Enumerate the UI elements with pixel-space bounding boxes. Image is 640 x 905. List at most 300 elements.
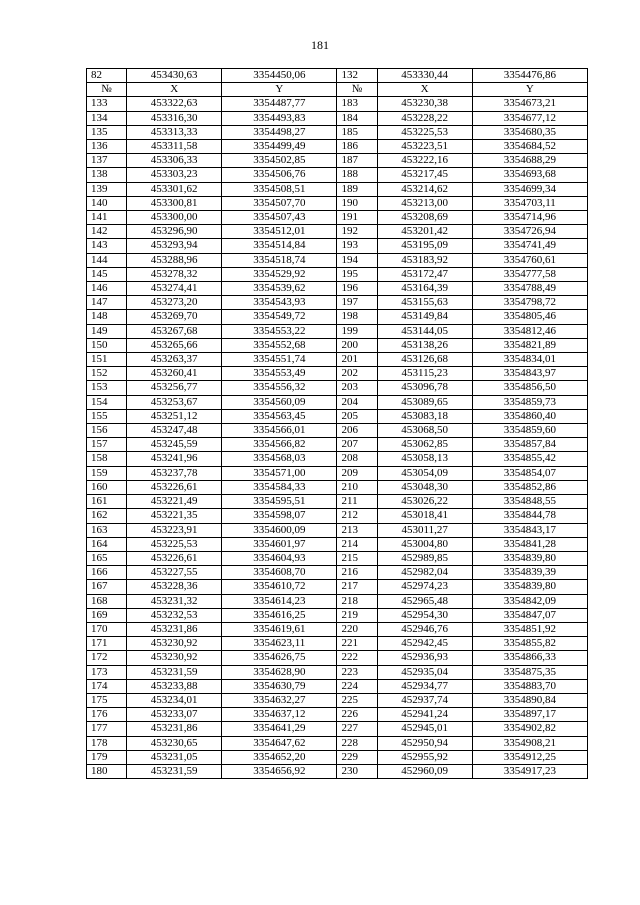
cell-y: 3354552,68 (222, 338, 337, 352)
cell-x: 453233,07 (127, 708, 222, 722)
table-row (87, 239, 588, 253)
cell-y: 3354506,76 (222, 168, 337, 182)
cell-y: 3354684,52 (472, 140, 587, 154)
cell-y: 3354539,62 (222, 282, 337, 296)
cell-number: 212 (337, 509, 377, 523)
cell-x: 452934,77 (377, 679, 472, 693)
cell-y: 3354788,49 (472, 282, 587, 296)
cell-x: 452989,85 (377, 551, 472, 565)
cell-x: 453273,20 (127, 296, 222, 310)
table-row (87, 651, 588, 665)
cell-y: 3354502,85 (222, 154, 337, 168)
cell-number: 165 (87, 551, 127, 565)
cell-number: 204 (337, 395, 377, 409)
table-row (87, 750, 588, 764)
cell-number: 227 (337, 722, 377, 736)
cell-number: 158 (87, 452, 127, 466)
cell-x: 453222,16 (377, 154, 472, 168)
cell-y: 3354507,43 (222, 211, 337, 225)
cell-y: 3354571,00 (222, 466, 337, 480)
cell-x: 453004,80 (377, 537, 472, 551)
table-row (87, 736, 588, 750)
header-y: Y (472, 83, 587, 97)
cell-number: 229 (337, 750, 377, 764)
cell-number: 214 (337, 537, 377, 551)
table-row (87, 608, 588, 622)
cell-number: 171 (87, 637, 127, 651)
cell-y: 3354857,84 (472, 438, 587, 452)
cell-number: 198 (337, 310, 377, 324)
cell-number: 184 (337, 111, 377, 125)
table-row (87, 594, 588, 608)
cell-number: 217 (337, 580, 377, 594)
cell-y: 3354854,07 (472, 466, 587, 480)
cell-y: 3354805,46 (472, 310, 587, 324)
table-row (87, 424, 588, 438)
cell-x: 452941,24 (377, 708, 472, 722)
cell-y: 3354551,74 (222, 353, 337, 367)
table-row (87, 679, 588, 693)
cell-number: 172 (87, 651, 127, 665)
cell-x: 452982,04 (377, 566, 472, 580)
cell-number: 151 (87, 353, 127, 367)
cell-x: 453230,92 (127, 637, 222, 651)
cell-number: 207 (337, 438, 377, 452)
table-row (87, 693, 588, 707)
cell-number: 154 (87, 395, 127, 409)
cell-y: 3354610,72 (222, 580, 337, 594)
cell-x: 453300,00 (127, 211, 222, 225)
cell-x: 453296,90 (127, 225, 222, 239)
cell-y: 3354553,22 (222, 324, 337, 338)
cell-number: 230 (337, 764, 377, 778)
cell-y: 3354626,75 (222, 651, 337, 665)
cell-number: 180 (87, 764, 127, 778)
cell-y: 3354844,78 (472, 509, 587, 523)
cell-y: 3354498,27 (222, 125, 337, 139)
cell-y: 3354693,68 (472, 168, 587, 182)
cell-x: 453089,65 (377, 395, 472, 409)
cell-number: 218 (337, 594, 377, 608)
table-row (87, 353, 588, 367)
cell-y: 3354595,51 (222, 495, 337, 509)
table-row (87, 211, 588, 225)
cell-number: 140 (87, 196, 127, 210)
cell-y: 3354798,72 (472, 296, 587, 310)
cell-x: 453227,55 (127, 566, 222, 580)
cell-number: 173 (87, 665, 127, 679)
cell-number: 153 (87, 381, 127, 395)
cell-y: 3354812,46 (472, 324, 587, 338)
cell-x: 453223,91 (127, 523, 222, 537)
coordinates-table (86, 68, 588, 779)
table-row (87, 111, 588, 125)
cell-x: 453247,48 (127, 424, 222, 438)
cell-y: 3354476,86 (472, 69, 587, 83)
cell-y: 3354912,25 (472, 750, 587, 764)
cell-y: 3354714,96 (472, 211, 587, 225)
table-row (87, 722, 588, 736)
cell-x: 453288,96 (127, 253, 222, 267)
cell-number: 138 (87, 168, 127, 182)
table-row (87, 196, 588, 210)
cell-number: 156 (87, 424, 127, 438)
cell-number: 132 (337, 69, 377, 83)
cell-number: 187 (337, 154, 377, 168)
cell-x: 453230,38 (377, 97, 472, 111)
cell-x: 453313,33 (127, 125, 222, 139)
cell-number: 169 (87, 608, 127, 622)
cell-number: 228 (337, 736, 377, 750)
cell-number: 208 (337, 452, 377, 466)
cell-x: 453256,77 (127, 381, 222, 395)
cell-number: 186 (337, 140, 377, 154)
cell-number: 168 (87, 594, 127, 608)
cell-y: 3354890,84 (472, 693, 587, 707)
cell-number: 202 (337, 367, 377, 381)
cell-number: 190 (337, 196, 377, 210)
cell-number: 160 (87, 480, 127, 494)
cell-y: 3354680,35 (472, 125, 587, 139)
cell-y: 3354856,50 (472, 381, 587, 395)
header-number: № (87, 83, 127, 97)
cell-y: 3354860,40 (472, 409, 587, 423)
table-row (87, 395, 588, 409)
cell-x: 453228,22 (377, 111, 472, 125)
cell-x: 453226,61 (127, 551, 222, 565)
cell-number: 224 (337, 679, 377, 693)
table-row (87, 381, 588, 395)
cell-x: 453155,63 (377, 296, 472, 310)
cell-number: 189 (337, 182, 377, 196)
table-row (87, 452, 588, 466)
cell-number: 183 (337, 97, 377, 111)
cell-y: 3354852,86 (472, 480, 587, 494)
cell-x: 453225,53 (377, 125, 472, 139)
cell-number: 209 (337, 466, 377, 480)
cell-number: 211 (337, 495, 377, 509)
table-row (87, 438, 588, 452)
cell-y: 3354843,97 (472, 367, 587, 381)
cell-x: 453054,09 (377, 466, 472, 480)
cell-x: 453267,68 (127, 324, 222, 338)
cell-y: 3354641,29 (222, 722, 337, 736)
table-row (87, 367, 588, 381)
cell-x: 453138,26 (377, 338, 472, 352)
cell-number: 193 (337, 239, 377, 253)
cell-y: 3354499,49 (222, 140, 337, 154)
cell-y: 3354688,29 (472, 154, 587, 168)
cell-x: 453306,33 (127, 154, 222, 168)
cell-y: 3354677,12 (472, 111, 587, 125)
table-row (87, 140, 588, 154)
table-row (87, 637, 588, 651)
cell-number: 205 (337, 409, 377, 423)
cell-y: 3354493,83 (222, 111, 337, 125)
cell-y: 3354518,74 (222, 253, 337, 267)
table-row (87, 523, 588, 537)
cell-y: 3354600,09 (222, 523, 337, 537)
cell-y: 3354514,84 (222, 239, 337, 253)
table-row (87, 225, 588, 239)
cell-y: 3354855,82 (472, 637, 587, 651)
cell-number: 221 (337, 637, 377, 651)
cell-x: 453183,92 (377, 253, 472, 267)
table-row (87, 764, 588, 778)
cell-number: 149 (87, 324, 127, 338)
cell-number: 178 (87, 736, 127, 750)
cell-x: 453058,13 (377, 452, 472, 466)
cell-y: 3354821,89 (472, 338, 587, 352)
cell-y: 3354450,06 (222, 69, 337, 83)
cell-y: 3354847,07 (472, 608, 587, 622)
table-row (87, 466, 588, 480)
cell-x: 453231,86 (127, 722, 222, 736)
cell-y: 3354584,33 (222, 480, 337, 494)
table-row (87, 409, 588, 423)
cell-number: 137 (87, 154, 127, 168)
cell-number: 161 (87, 495, 127, 509)
cell-number: 144 (87, 253, 127, 267)
cell-number: 194 (337, 253, 377, 267)
cell-y: 3354637,12 (222, 708, 337, 722)
cell-number: 167 (87, 580, 127, 594)
cell-x: 453253,67 (127, 395, 222, 409)
cell-y: 3354902,82 (472, 722, 587, 736)
cell-x: 453330,44 (377, 69, 472, 83)
cell-x: 453260,41 (127, 367, 222, 381)
cell-y: 3354703,11 (472, 196, 587, 210)
cell-x: 453048,30 (377, 480, 472, 494)
cell-x: 453231,32 (127, 594, 222, 608)
cell-y: 3354897,17 (472, 708, 587, 722)
header-x: X (377, 83, 472, 97)
cell-y: 3354855,42 (472, 452, 587, 466)
cell-y: 3354529,92 (222, 267, 337, 281)
table-row (87, 338, 588, 352)
cell-y: 3354843,17 (472, 523, 587, 537)
cell-x: 453230,65 (127, 736, 222, 750)
cell-x: 453223,51 (377, 140, 472, 154)
cell-number: 143 (87, 239, 127, 253)
cell-y: 3354549,72 (222, 310, 337, 324)
table-row (87, 182, 588, 196)
cell-x: 453068,50 (377, 424, 472, 438)
cell-number: 197 (337, 296, 377, 310)
header-y: Y (222, 83, 337, 97)
cell-y: 3354619,61 (222, 622, 337, 636)
cell-y: 3354601,97 (222, 537, 337, 551)
table-row (87, 282, 588, 296)
cell-x: 453230,92 (127, 651, 222, 665)
cell-y: 3354917,23 (472, 764, 587, 778)
cell-number: 150 (87, 338, 127, 352)
cell-number: 135 (87, 125, 127, 139)
cell-number: 162 (87, 509, 127, 523)
cell-x: 453115,23 (377, 367, 472, 381)
cell-number: 216 (337, 566, 377, 580)
cell-y: 3354614,23 (222, 594, 337, 608)
cell-x: 453221,49 (127, 495, 222, 509)
table-row (87, 267, 588, 281)
cell-y: 3354628,90 (222, 665, 337, 679)
cell-x: 452950,94 (377, 736, 472, 750)
cell-x: 453322,63 (127, 97, 222, 111)
cell-x: 453217,45 (377, 168, 472, 182)
cell-x: 453225,53 (127, 537, 222, 551)
cell-x: 452974,23 (377, 580, 472, 594)
cell-x: 453301,62 (127, 182, 222, 196)
cell-number: 145 (87, 267, 127, 281)
cell-x: 453274,41 (127, 282, 222, 296)
cell-x: 452960,09 (377, 764, 472, 778)
cell-x: 453231,86 (127, 622, 222, 636)
table-row (87, 168, 588, 182)
cell-y: 3354630,79 (222, 679, 337, 693)
cell-y: 3354623,11 (222, 637, 337, 651)
cell-y: 3354741,49 (472, 239, 587, 253)
cell-x: 453241,96 (127, 452, 222, 466)
cell-number: 199 (337, 324, 377, 338)
cell-y: 3354839,80 (472, 551, 587, 565)
cell-x: 453026,22 (377, 495, 472, 509)
cell-x: 453316,30 (127, 111, 222, 125)
table-row (87, 537, 588, 551)
cell-y: 3354841,28 (472, 537, 587, 551)
cell-x: 453231,05 (127, 750, 222, 764)
cell-x: 453208,69 (377, 211, 472, 225)
cell-number: 166 (87, 566, 127, 580)
cell-y: 3354839,39 (472, 566, 587, 580)
cell-x: 453231,59 (127, 665, 222, 679)
cell-y: 3354842,09 (472, 594, 587, 608)
cell-x: 453221,35 (127, 509, 222, 523)
table-row (87, 324, 588, 338)
cell-x: 453234,01 (127, 693, 222, 707)
cell-number: 147 (87, 296, 127, 310)
cell-x: 452942,45 (377, 637, 472, 651)
cell-x: 453226,61 (127, 480, 222, 494)
table-row (87, 253, 588, 267)
cell-y: 3354560,09 (222, 395, 337, 409)
cell-number: 192 (337, 225, 377, 239)
cell-x: 453300,81 (127, 196, 222, 210)
cell-number: 152 (87, 367, 127, 381)
cell-x: 453195,09 (377, 239, 472, 253)
cell-number: 133 (87, 97, 127, 111)
cell-number: 134 (87, 111, 127, 125)
cell-number: 179 (87, 750, 127, 764)
cell-number: 203 (337, 381, 377, 395)
cell-x: 453214,62 (377, 182, 472, 196)
cell-number: 219 (337, 608, 377, 622)
cell-x: 453233,88 (127, 679, 222, 693)
cell-number: 195 (337, 267, 377, 281)
cell-y: 3354543,93 (222, 296, 337, 310)
cell-number: 141 (87, 211, 127, 225)
cell-y: 3354760,61 (472, 253, 587, 267)
table-row (87, 509, 588, 523)
cell-x: 453278,32 (127, 267, 222, 281)
cell-number: 136 (87, 140, 127, 154)
cell-number: 164 (87, 537, 127, 551)
cell-y: 3354859,73 (472, 395, 587, 409)
cell-number: 225 (337, 693, 377, 707)
table-row (87, 310, 588, 324)
cell-x: 453096,78 (377, 381, 472, 395)
cell-y: 3354834,01 (472, 353, 587, 367)
cell-number: 213 (337, 523, 377, 537)
cell-x: 452936,93 (377, 651, 472, 665)
cell-y: 3354507,70 (222, 196, 337, 210)
cell-x: 453303,23 (127, 168, 222, 182)
cell-x: 453251,12 (127, 409, 222, 423)
cell-y: 3354777,58 (472, 267, 587, 281)
cell-number: 159 (87, 466, 127, 480)
cell-number: 174 (87, 679, 127, 693)
cell-x: 453018,41 (377, 509, 472, 523)
cell-number: 176 (87, 708, 127, 722)
cell-y: 3354726,94 (472, 225, 587, 239)
cell-y: 3354512,01 (222, 225, 337, 239)
cell-y: 3354656,92 (222, 764, 337, 778)
cell-x: 453228,36 (127, 580, 222, 594)
cell-x: 452935,04 (377, 665, 472, 679)
cell-y: 3354647,62 (222, 736, 337, 750)
cell-y: 3354632,27 (222, 693, 337, 707)
cell-y: 3354839,80 (472, 580, 587, 594)
cell-y: 3354859,60 (472, 424, 587, 438)
cell-x: 453232,53 (127, 608, 222, 622)
cell-number: 223 (337, 665, 377, 679)
cell-x: 453430,63 (127, 69, 222, 83)
cell-number: 215 (337, 551, 377, 565)
table-row (87, 622, 588, 636)
cell-y: 3354851,92 (472, 622, 587, 636)
cell-y: 3354673,21 (472, 97, 587, 111)
cell-y: 3354616,25 (222, 608, 337, 622)
cell-number: 191 (337, 211, 377, 225)
cell-number: 196 (337, 282, 377, 296)
cell-number: 188 (337, 168, 377, 182)
cell-x: 453083,18 (377, 409, 472, 423)
cell-x: 453213,00 (377, 196, 472, 210)
cell-y: 3354883,70 (472, 679, 587, 693)
cell-number: 222 (337, 651, 377, 665)
cell-y: 3354875,35 (472, 665, 587, 679)
cell-y: 3354848,55 (472, 495, 587, 509)
cell-x: 453265,66 (127, 338, 222, 352)
cell-y: 3354553,49 (222, 367, 337, 381)
cell-x: 453172,47 (377, 267, 472, 281)
cell-y: 3354487,77 (222, 97, 337, 111)
cell-x: 453245,59 (127, 438, 222, 452)
cell-y: 3354866,33 (472, 651, 587, 665)
table-row (87, 296, 588, 310)
cell-x: 453201,42 (377, 225, 472, 239)
table-row (87, 580, 588, 594)
cell-number: 206 (337, 424, 377, 438)
cell-x: 453144,05 (377, 324, 472, 338)
cell-x: 453011,27 (377, 523, 472, 537)
cell-number: 185 (337, 125, 377, 139)
table-row (87, 566, 588, 580)
cell-x: 453237,78 (127, 466, 222, 480)
header-x: X (127, 83, 222, 97)
cell-x: 453293,94 (127, 239, 222, 253)
cell-number: 163 (87, 523, 127, 537)
cell-y: 3354598,07 (222, 509, 337, 523)
